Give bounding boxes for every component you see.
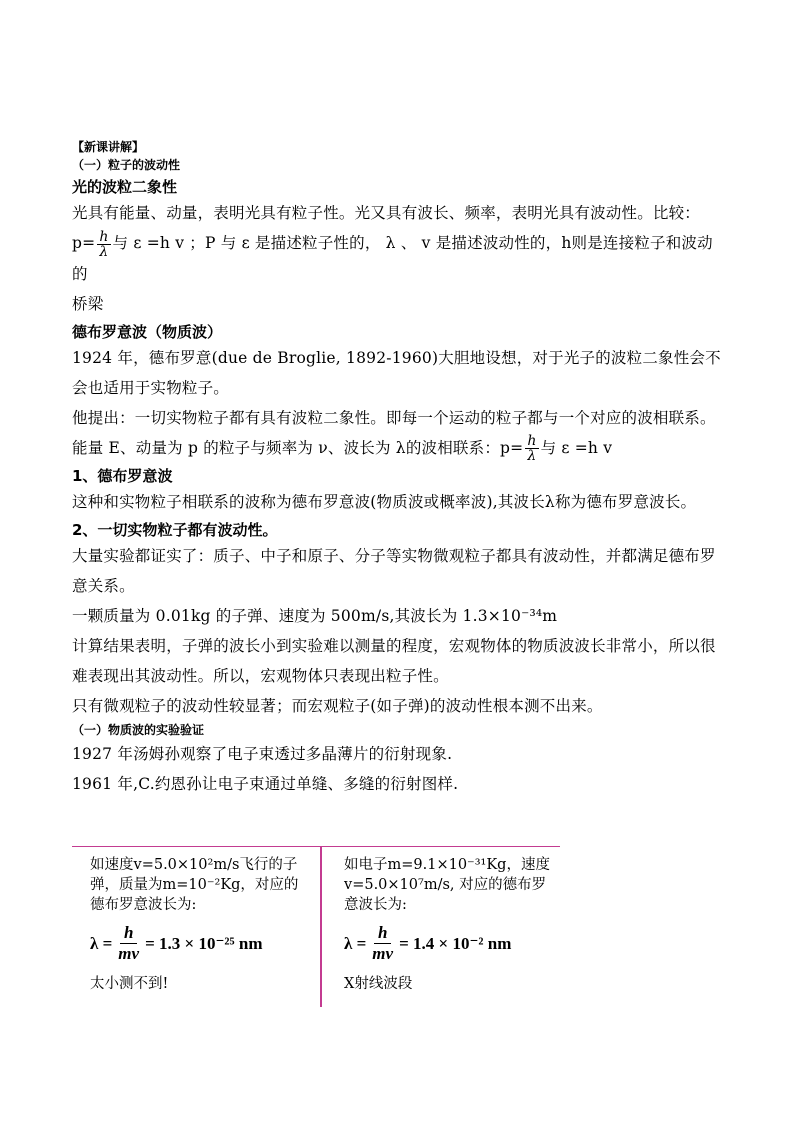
example-bullet-text: 如速度v=5.0×10²m/s飞行的子弹，质量为m=10⁻²Kg，对应的德布罗意波长为: [90,857,299,913]
subsection-2: （一）物质波的实验验证 [72,723,205,737]
subsection-1: （一）粒子的波动性 [72,158,181,172]
p4-end: 与 ε =h v [540,438,613,457]
formula-rhs: = 1.4 × 10⁻² nm [399,933,512,953]
p2-prefix: p= [72,234,96,252]
paragraph-11: 1961 年,C.约恩孙让电子束通过单缝、多缝的衍射图样. [72,775,459,793]
paragraph-5: 这种和实物粒子相联系的波称为德布罗意波(物质波或概率波),其波长λ称为德布罗意波长。 [72,493,697,511]
paragraph-6: 大量实验都证实了：质子、中子和原子、分子等实物微观粒子都具有波动性，并都满足德布罗意关系。 [72,547,716,595]
paragraph-10: 1927 年汤姆孙观察了电子束透过多晶薄片的衍射现象. [72,745,453,763]
example-electron-note: X射线波段 [344,976,413,992]
heading-wave-particle: 光的波粒二象性 [72,178,178,196]
formula-denominator: mv [118,944,140,963]
paragraph-4 [72,403,722,464]
column-divider [320,847,322,1007]
formula-electron [344,923,554,964]
paragraph-9: 只有微观粒子的波动性较显著；而宏观粒子(如子弹)的波动性根本测不出来。 [72,697,603,715]
example-electron-text: 如电子m=9.1×10⁻³¹Kg，速度v=5.0×10⁷m/s, 对应的德布罗意波长为: [344,857,550,913]
formula-denominator: mv [372,944,394,963]
fraction-h-lambda [97,230,110,259]
paragraph-8: 计算结果表明，子弹的波长小到实验难以测量的程度，宏观物体的物质波波长非常小，所以很难表现出其波动性。所以，宏观物体只表现出粒子性。 [72,637,716,685]
paragraph-2-end: 桥梁 [72,294,104,313]
paragraph-7: 一颗质量为 0.01kg 的子弹、速度为 500m/s,其波长为 1.3×10⁻³⁴m [72,607,558,625]
heading-1: 1、德布罗意波 [72,467,173,485]
section-title: 【新课讲解】 [72,140,145,154]
formula-numerator: h [120,923,137,944]
p2-middle: 与 ε =h v ；P 与 ε 是描述粒子性的， λ 、 v 是描述波动性的，h则是连接粒子和波动的 [72,234,713,283]
fraction-denominator: λ [527,448,537,464]
example-electron [344,855,554,994]
p4-text: 他提出：一切实物粒子都有具有波粒二象性。即每一个运动的粒子都与一个对应的波相联系。能量 E、动量为 p 的粒子与频率为 ν、波长为 λ的波相联系：p= [72,408,716,457]
document-body [72,138,722,799]
formula-rhs: = 1.3 × 10⁻²⁵ nm [145,933,263,953]
fraction-denominator: λ [99,243,109,260]
formula-numerator: h [374,923,391,944]
formula-fraction [372,923,393,964]
formula-lhs: λ = [344,933,367,953]
example-bullet-note: 太小测不到! [90,976,169,992]
example-bullet [90,855,312,994]
heading-2: 2、一切实物粒子都有波动性。 [72,521,278,539]
paragraph-3: 1924 年，德布罗意(due de Broglie, 1892-1960)大胆地设想，对于光子的波粒二象性会不会也适用于实物粒子。 [72,348,721,397]
fraction-h-lambda-2 [525,434,538,463]
fraction-numerator: h [99,228,109,245]
heading-debroglie: 德布罗意波（物质波） [72,322,223,341]
formula-bullet [90,923,312,964]
fraction-numerator: h [527,433,537,449]
formula-fraction [118,923,139,964]
paragraph-2 [72,228,722,289]
formula-lhs: λ = [90,933,113,953]
paragraph-1: 光具有能量、动量，表明光具有粒子性。光又具有波长、频率，表明光具有波动性。比较： [72,204,701,222]
example-table [72,846,560,1007]
